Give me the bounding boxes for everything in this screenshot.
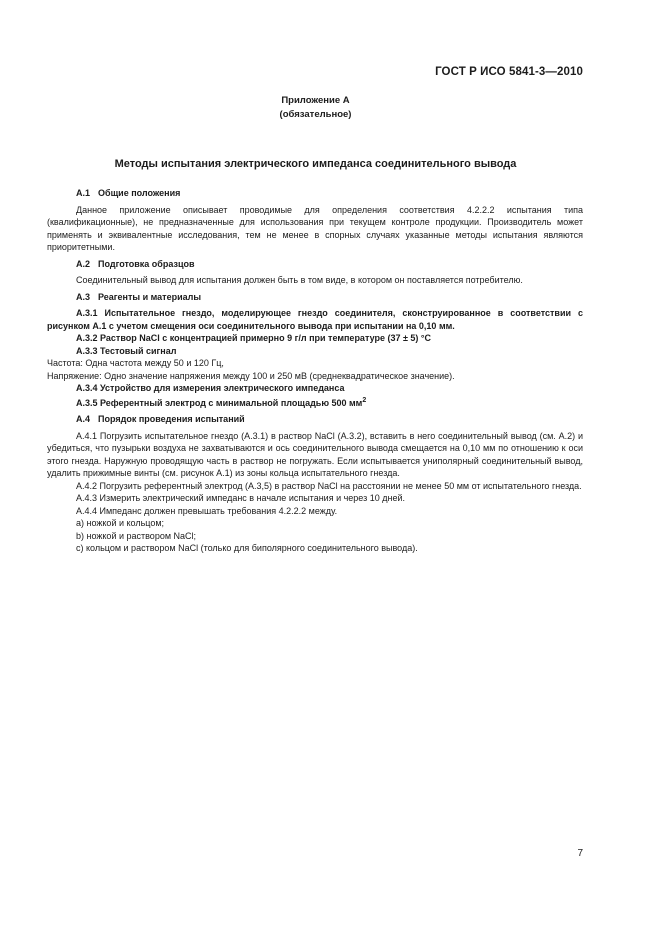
paragraph-a4-2: А.4.2 Погрузить референтный электрод (А.3,5) в раствор NaCl на расстоянии не менее 50 мм от испытательного гнезда.	[76, 480, 582, 491]
paragraph-a1: Данное приложение описывает проводимые для определения соответствия 4.2.2.2 испытания типа (квалификационные), не предназначенные для использования при текущем контроле продукции. Производитель может применять и эквивалентные исследования, тем не менее в спорных случаях указанные методы испытания являются приоритетными.	[47, 204, 583, 252]
paragraph-a4-4: А.4.4 Импеданс должен превышать требования 4.2.2.2 между.	[76, 505, 338, 516]
document-code: ГОСТ Р ИСО 5841-3—2010	[435, 66, 583, 78]
superscript-two: 2	[362, 396, 367, 404]
paragraph-a3-5-text: А.3.5 Референтный электрод с минимальной площадью 500 мм	[76, 397, 363, 408]
list-item: c) кольцом и раствором NaCl (только для биполярного соединительного вывода).	[76, 543, 418, 553]
paragraph-a3-3-voltage: Напряжение: Одно значение напряжения между 100 и 250 мВ (среднеквадратическое значение).	[47, 370, 455, 381]
paragraph-a2: Соединительный вывод для испытания должен быть в том виде, в котором он поставляется потребителю.	[76, 275, 523, 285]
appendix-main-title: Методы испытания электрического импеданса соединительного вывода	[114, 158, 517, 170]
appendix-title: Приложение А	[281, 95, 350, 106]
appendix-header	[0, 94, 631, 122]
appendix-status: (обязательное)	[279, 109, 352, 120]
paragraph-a3-3: А.3.3 Тестовый сигнал	[76, 345, 177, 356]
section-heading-a4	[47, 413, 583, 426]
section-number: А.1	[76, 188, 91, 198]
list-item: a) ножкой и кольцом;	[76, 518, 165, 528]
section-heading-text: Подготовка образцов	[98, 258, 195, 269]
section-heading-a1	[47, 187, 583, 200]
section-number: А.3	[76, 291, 91, 302]
page-number: 7	[577, 848, 583, 859]
paragraph-a4-3: А.4.3 Измерить электрический импеданс в начале испытания и через 10 дней.	[76, 493, 406, 503]
paragraph-a3-5	[47, 395, 583, 410]
paragraph-a3-3-frequency: Частота: Одна частота между 50 и 120 Гц,	[47, 358, 224, 368]
section-heading-text: Реагенты и материалы	[98, 291, 202, 302]
section-heading-text: Общие положения	[98, 188, 181, 198]
section-number: А.4	[76, 414, 91, 424]
document-body	[47, 187, 583, 555]
paragraph-a4-1: А.4.1 Погрузить испытательное гнездо (А.3.1) в раствор NaCl (А.3.2), вставить в него соединительный вывод (см. А.2) и убедиться, что пузырьки воздуха не захватываются и ось соединительного вывода смещается на 0,10 мм по отношению к оси этого гнезда. Наружную проводящую часть в раствор не погружать. Если испытывается униполярный соединительный вывод, удалить прижимные винты (см. рисунок А.1) из зоны кольца испытательного гнезда.	[47, 430, 583, 478]
section-number: А.2	[76, 258, 91, 269]
paragraph-a3-4: А.3.4 Устройство для измерения электрического импеданса	[76, 383, 345, 393]
paragraph-a3-2: А.3.2 Раствор NaCl с концентрацией примерно 9 г/л при температуре (37 ± 5) °С	[76, 333, 432, 343]
section-heading-a3	[47, 291, 583, 304]
section-heading-a2	[47, 258, 583, 271]
paragraph-a3-1: А.3.1 Испытательное гнездо, моделирующее гнездо соединителя, сконструированное в соответствии с рисунком А.1 с учетом смещения оси соединительного вывода при испытании на 0,10 мм.	[47, 308, 583, 331]
section-heading-text: Порядок проведения испытаний	[98, 414, 245, 424]
list-item: b) ножкой и раствором NaCl;	[76, 530, 197, 541]
